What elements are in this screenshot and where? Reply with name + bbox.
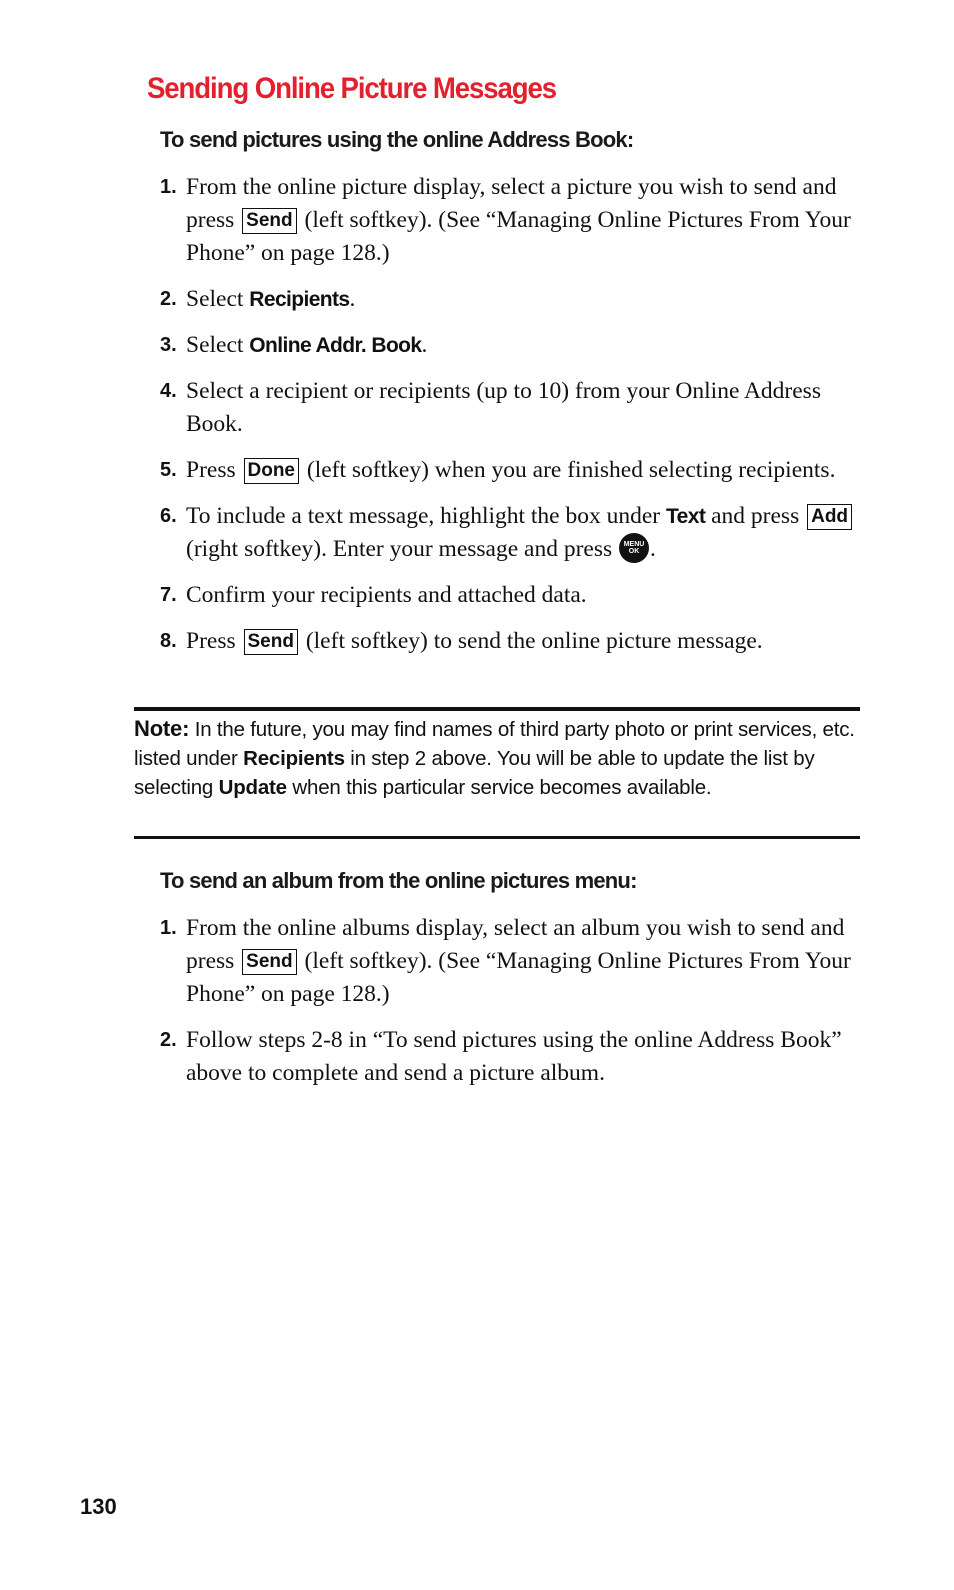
page-title: Sending Online Picture Messages: [147, 72, 557, 105]
send-softkey: Send: [242, 949, 296, 975]
step-1: 1. From the online picture display, select a picture you wish to send and press Send (left softkey). (See “Managing Online Pictures From Your Phone” on page 128.): [160, 174, 851, 266]
add-softkey: Add: [807, 504, 852, 530]
step-7: 7. Confirm your recipients and attached data.: [160, 582, 587, 608]
step-2: 2. Select Recipients.: [160, 286, 356, 312]
note-box: Note: In the future, you may find names of third party photo or print services, etc. listed under Recipients in step 2 above. You will be able to update the list by selecting Update when this particular service becomes available.: [134, 716, 855, 799]
done-softkey: Done: [244, 458, 300, 484]
menu-ok-icon: MENU OK: [619, 533, 649, 563]
step-3: 3. Select Online Addr. Book.: [160, 332, 428, 358]
send-softkey: Send: [244, 629, 298, 655]
recipients-option: Recipients: [249, 288, 350, 311]
step-6: 6. To include a text message, highlight the box under Text and press Add (right softkey). Enter your message and press MENU OK .: [160, 500, 860, 566]
album-steps: [160, 912, 860, 1103]
text-field-label: Text: [666, 505, 706, 528]
note-bottom-rule: [134, 836, 860, 839]
online-addr-book-option: Online Addr. Book: [249, 334, 422, 357]
step-4: 4. Select a recipient or recipients (up to 10) from your Online Address Book.: [160, 378, 821, 437]
send-softkey: Send: [242, 208, 296, 234]
address-book-steps: [160, 171, 860, 671]
album-step-2: 2. Follow steps 2-8 in “To send pictures using the online Address Book” above to complete and send a picture album.: [160, 1027, 842, 1086]
note-top-rule: [134, 707, 860, 711]
section-heading-address-book: To send pictures using the online Address Book:: [160, 127, 634, 152]
step-8: 8. Press Send (left softkey) to send the online picture message.: [160, 628, 763, 654]
note-label: Note:: [134, 716, 190, 741]
page-number: 130: [80, 1494, 117, 1519]
album-step-1: 1. From the online albums display, select an album you wish to send and press Send (left softkey). (See “Managing Online Pictures From Your Phone” on page 128.): [160, 915, 851, 1007]
step-5: 5. Press Done (left softkey) when you are finished selecting recipients.: [160, 457, 836, 483]
section-heading-album: To send an album from the online pictures menu:: [160, 868, 637, 893]
